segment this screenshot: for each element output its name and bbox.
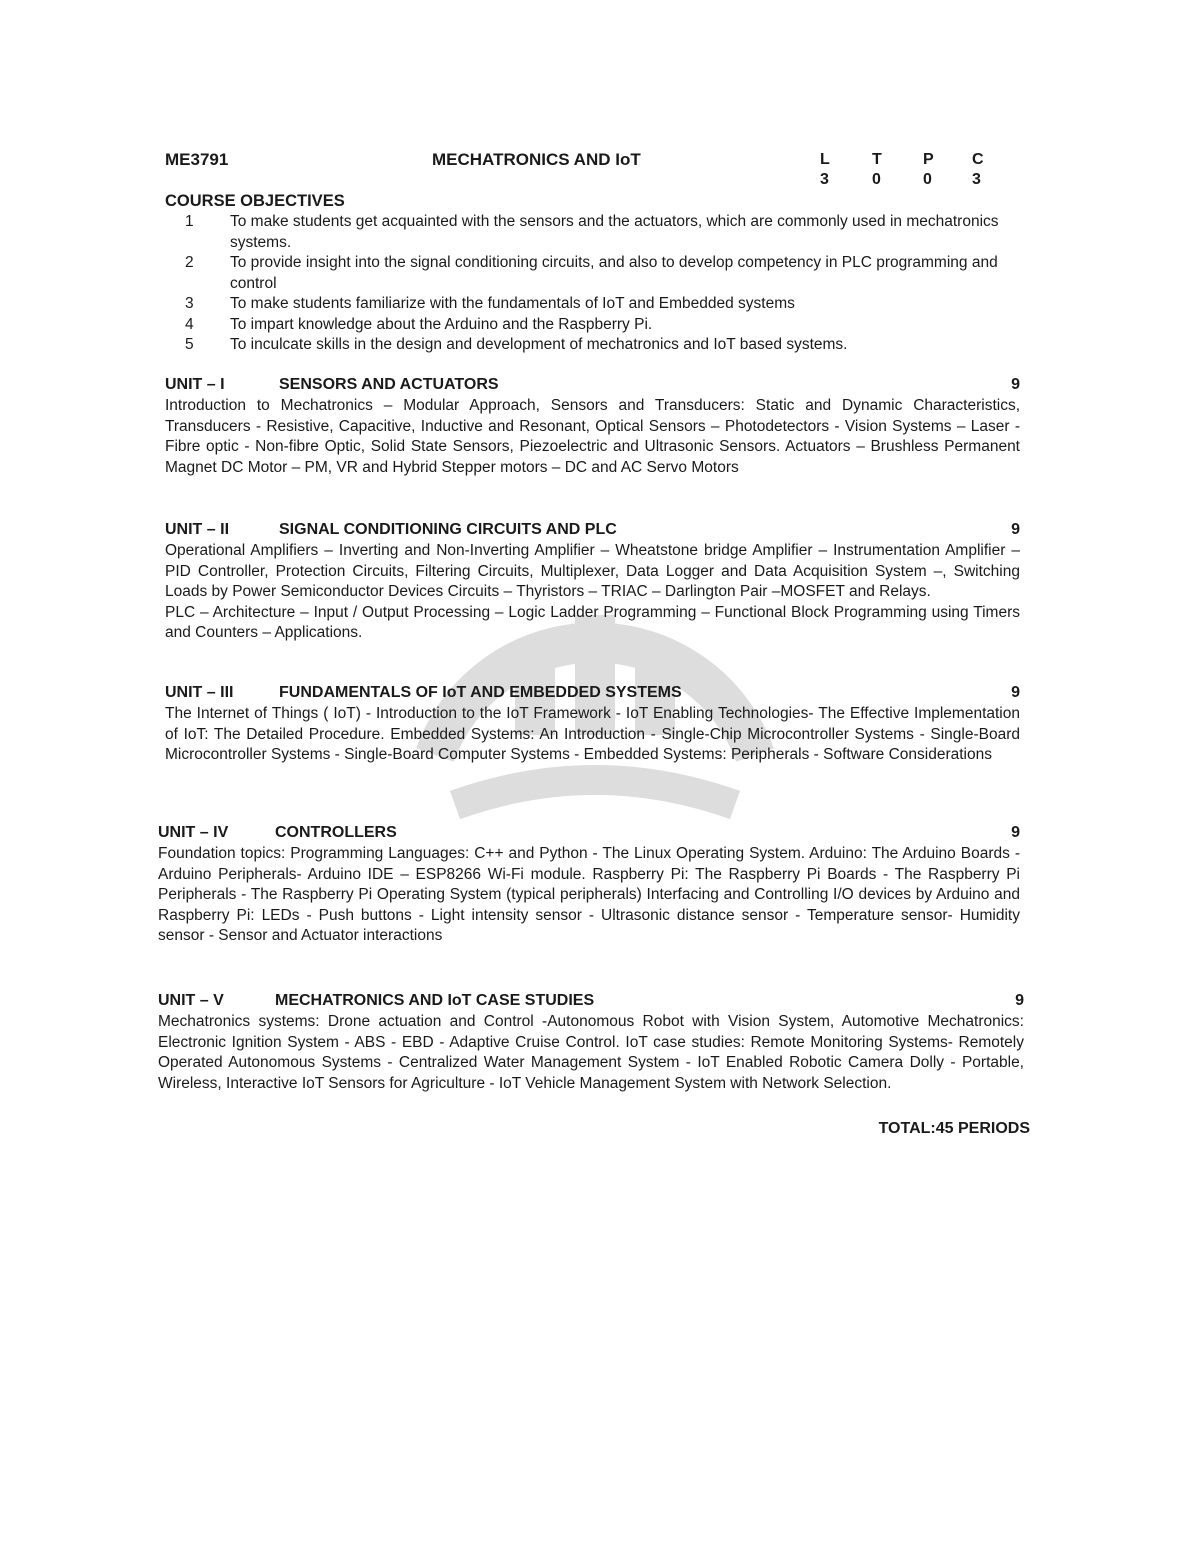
unit-title: FUNDAMENTALS OF IoT AND EMBEDDED SYSTEMS — [279, 684, 682, 701]
ltpc-value-p: 0 — [923, 171, 932, 188]
unit-hours: 9 — [1015, 992, 1024, 1009]
objective-number: 3 — [185, 295, 194, 312]
unit-4 — [158, 824, 1020, 947]
unit-label: UNIT – IV — [158, 824, 229, 841]
unit-title: CONTROLLERS — [275, 824, 397, 841]
unit-hours: 9 — [1011, 376, 1020, 393]
course-title: MECHATRONICS AND IoT — [432, 150, 641, 169]
objective-number: 5 — [185, 336, 194, 353]
ltpc-value-l: 3 — [820, 171, 829, 188]
objectives-list — [165, 212, 1020, 356]
objective-item — [165, 335, 1020, 356]
unit-title: SIGNAL CONDITIONING CIRCUITS AND PLC — [279, 521, 617, 538]
objectives-heading: COURSE OBJECTIVES — [165, 192, 345, 210]
total-periods: TOTAL:45 PERIODS — [878, 1120, 1030, 1137]
objective-number: 2 — [185, 254, 194, 271]
objective-text: To provide insight into the signal conditioning circuits, and also to develop competency in PLC programming and control — [230, 254, 998, 292]
objective-text: To inculcate skills in the design and development of mechatronics and IoT based systems. — [230, 336, 848, 353]
unit-3 — [165, 684, 1020, 766]
ltpc-value-t: 0 — [872, 171, 881, 188]
objective-item — [165, 294, 1020, 315]
ltpc-header-l: L — [820, 151, 830, 168]
objective-item — [165, 253, 1020, 294]
course-code: ME3791 — [165, 150, 229, 169]
unit-hours: 9 — [1011, 824, 1020, 841]
objective-text: To impart knowledge about the Arduino and the Raspberry Pi. — [230, 315, 653, 333]
unit-title: MECHATRONICS AND IoT CASE STUDIES — [275, 992, 595, 1009]
unit-header — [165, 684, 1020, 704]
unit-header — [158, 824, 1020, 844]
unit-5 — [158, 992, 1024, 1094]
unit-2 — [165, 521, 1020, 644]
unit-description: Foundation topics: Programming Languages: C++ and Python - The Linux Operating System. Arduino: The Arduino Boards - Arduino Peripherals- Arduino IDE – ESP8266 Wi-Fi module. Raspberry Pi: The Raspberry Pi Boards - The Raspberry Pi Peripherals - The Raspberry Pi Operating System (typical peripherals) Interfacing and Controlling I/O devices by Arduino and Raspberry Pi: LEDs - Push buttons - Light intensity sensor - Ultrasonic distance sensor - Temperature sensor- Humidity sensor - Sensor and Actuator interactions — [158, 845, 1020, 945]
unit-description: PLC – Architecture – Input / Output Processing – Logic Ladder Programming – Functional Block Programming using Timers and Counters – Applications. — [165, 603, 1020, 642]
unit-label: UNIT – I — [165, 376, 225, 393]
unit-hours: 9 — [1011, 684, 1020, 701]
unit-title: SENSORS AND ACTUATORS — [279, 376, 499, 393]
objective-text: To make students get acquainted with the sensors and the actuators, which are commonly used in mechatronics systems. — [230, 213, 999, 251]
ltpc-value-c: 3 — [972, 171, 981, 188]
objective-number: 4 — [185, 315, 194, 333]
objective-item — [165, 315, 1020, 336]
ltpc-header-t: T — [872, 151, 882, 168]
unit-header — [165, 521, 1020, 541]
unit-label: UNIT – II — [165, 521, 230, 538]
objective-text: To make students familiarize with the fundamentals of IoT and Embedded systems — [230, 295, 795, 312]
objective-number: 1 — [185, 213, 194, 230]
unit-label: UNIT – V — [158, 992, 224, 1009]
unit-header — [158, 992, 1024, 1012]
unit-description: Mechatronics systems: Drone actuation and Control -Autonomous Robot with Vision System, Automotive Mechatronics: Electronic Ignition System - ABS - EBD - Adaptive Cruise Control. IoT case studies: Remote Monitoring Systems- Remotely Operated Autonomous Systems - Centralized Water Management System - IoT Enabled Robotic Camera Dolly - Portable, Wireless, Interactive IoT Sensors for Agriculture - IoT Vehicle Management System with Network Selection. — [158, 1013, 1024, 1092]
ltpc-header-c: C — [972, 151, 984, 168]
objective-item — [165, 212, 1020, 253]
unit-description: The Internet of Things ( IoT) - Introduction to the IoT Framework - IoT Enabling Technologies- The Effective Implementation of IoT: The Detailed Procedure. Embedded Systems: An Introduction - Single-Chip Microcontroller Systems - Single-Board Microcontroller Systems - Single-Board Computer Systems - Embedded Systems: Peripherals - Software Considerations — [165, 705, 1020, 764]
unit-description: Operational Amplifiers – Inverting and Non-Inverting Amplifier – Wheatstone bridge Amplifier – Instrumentation Amplifier – PID Controller, Protection Circuits, Filtering Circuits, Multiplexer, Data Logger and Data Acquisition System –, Switching Loads by Power Semiconductor Devices Circuits – Thyristors – TRIAC – Darlington Pair –MOSFET and Relays. — [165, 542, 1020, 601]
unit-label: UNIT – III — [165, 684, 234, 701]
unit-description: Introduction to Mechatronics – Modular Approach, Sensors and Transducers: Static and Dynamic Characteristics, Transducers - Resistive, Capacitive, Inductive and Resonant, Optical Sensors – Photodetectors - Vision Systems – Laser - Fibre optic - Non-fibre Optic, Solid State Sensors, Piezoelectric and Ultrasonic Sensors. Actuators – Brushless Permanent Magnet DC Motor – PM, VR and Hybrid Stepper motors – DC and AC Servo Motors — [165, 397, 1020, 476]
unit-1 — [165, 376, 1020, 478]
unit-header — [165, 376, 1020, 396]
unit-hours: 9 — [1011, 521, 1020, 538]
ltpc-header-p: P — [923, 151, 934, 168]
